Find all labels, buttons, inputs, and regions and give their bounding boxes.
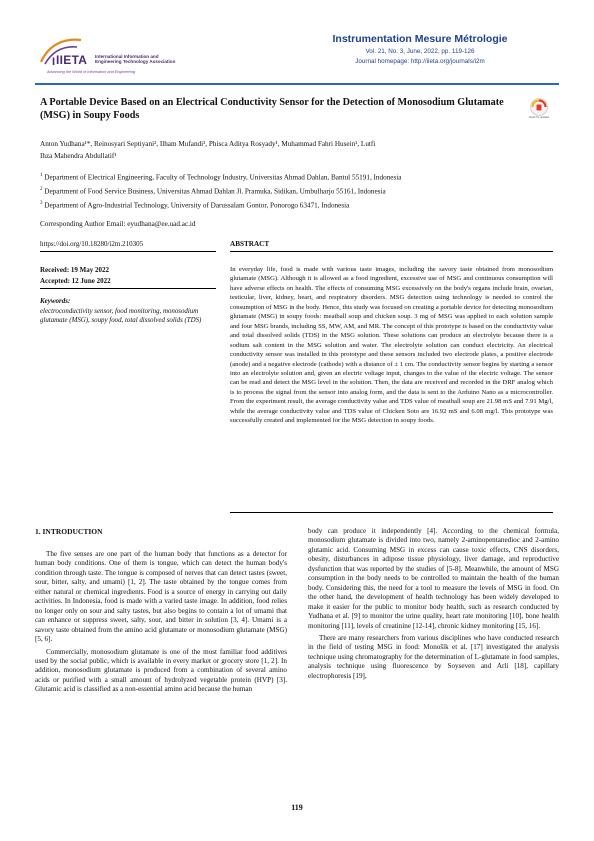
info-rule-top — [40, 251, 216, 252]
check-for-updates-badge[interactable] — [527, 97, 551, 121]
body-column-right — [308, 527, 559, 684]
accepted-date: Accepted: 12 June 2022 — [40, 277, 111, 285]
affiliation-text: Department of Food Service Business, Universitas Ahmad Dahlan Jl. Pramuka, Sidikan, Umbulharjo 55161, Indonesia — [44, 187, 386, 196]
affiliations — [40, 170, 560, 212]
info-rule-middle — [40, 288, 216, 289]
authors-line-2: Ihza Mahendra Abdullatif¹ — [40, 152, 117, 160]
affiliation-item — [40, 198, 560, 212]
logo-org-line2: Engineering Technology Association — [95, 59, 176, 64]
affiliation-item — [40, 170, 560, 184]
abstract-body: In everyday life, food is made with various taste images, including the savory taste obtained from monosodium glutamate (MSG). Although it is allowed as a food ingredient, excessive use of MSG and continuous consumption will have adverse effects on health. The effects of consuming MSG excessively on the body's organs include brain, ovarian, testicular, liver, kidney, heart, and respiratory disorders. MSG detection using technology is needed to control the consumption of MSG in the body. Hence, this study was focused on creating a portable device for detecting monosodium glutamate (MSG) in soupy foods: meatball soup and chicken soup. 3 mg of MSG was applied to each solution sample and four MSG brands, including SS, MW, AM, and MR. The concept of this prototype is based on the conductivity value and total dissolved solids (TDS) in the MSG solution. These solutions can produce an electrolyte because there is a sodium salt content in the MSG solution and water. The electrolyte solution can conduct electricity. An electrical conductivity sensor was installed in this prototype and these sensors included two electrode plates, a positive electrode (anode) and a negative electrode (cathode) with a distance of ± 1 cm. The conductivity sensor begins by starting a sensor into an electrolyte solution and, given an electric voltage input, changes to the value of the electric voltage. The sensor can be read and detect the MSG level in the solution. Then, the data are received and recorded in the DRF analog which is to process the signal from the sensor into analog form, and the data is sent to the Arduino Nano as a microcontroller. From the experiment result, the average conductivity value and TDS value of meatball soup are 21.98 mS and 7.91 Mg/l, while the average conductivity value and TDS value of Chicken Soto are 16.92 mS and 6.08 mg/l. This prototype was successfully created and implemented for the MSG detection in soupy foods. — [230, 266, 553, 425]
journal-info — [300, 33, 540, 65]
abstract-rule-bottom — [230, 512, 553, 513]
affiliation-item — [40, 184, 560, 198]
affiliation-text: Department of Electrical Engineering, Faculty of Technology Industry, Universitas Ahmad Dahlan, Bantul 55191, Indonesia — [44, 173, 402, 182]
body-column-left — [35, 527, 287, 698]
doi-link[interactable]: https://doi.org/10.18280/i2m.210305 — [40, 240, 144, 248]
journal-name: Instrumentation Mesure Métrologie — [332, 33, 508, 45]
publisher-logo — [35, 34, 185, 80]
journal-homepage-link[interactable]: Journal homepage: http://iieta.org/journals/i2m — [355, 58, 485, 65]
article-dates — [40, 265, 111, 287]
body-paragraph: body can produce it independently [4]. According to the chemical formula, monosodium glutamate is divided into two, namely 2-aminopentanedioc and 2-amino glutamic acid. Consuming MSG in excess can cause toxic effects, CNS disorders, obesity, disturbances in adipose tissue physiology, liver damage, and reproductive dysfunction that was reported by the studies of [5-8]. Meanwhile, the amount of MSG consumption in the body needs to be controlled to maintain the health of the human body. Considering this, the need for a tool to measure the levels of MSG in food. On the other hand, the development of health technology has been widely developed to make it easier for the public to monitor body health, such as research conducted by Yudhana et al. [9] to monitor the urine quality, heart rate monitoring [10], bone health monitoring [11], levels of creatinine [12-14], chronic kidney monitoring [15, 16]. — [308, 527, 559, 630]
received-date: Received: 19 May 2022 — [40, 266, 110, 274]
body-paragraph: Commercially, monosodium glutamate is one of the most familiar food additives used by the social public, which is available in every market or grocery store [1, 2]. In addition, monosodium glutamate is produced from a combination of several amino acids or purified with a small amount of hydrolyzed vegetable protein (HVP) [3]. Glutamic acid is classified as a non-essential amino acid because the human — [35, 647, 287, 694]
paper-title: A Portable Device Based on an Electrical Conductivity Sensor for the Detection of Monosodium Glutamate (MSG) in Soupy Foods — [40, 97, 504, 121]
affiliation-number: 1 — [40, 173, 43, 178]
affiliation-text: Department of Agro-Industrial Technology, University of Darussalam Gontor, Ponorogo 63471, Indonesia — [44, 201, 350, 210]
keywords-list: electroconductivity sensor, food monitoring, monosodium glutamate (MSG), soupy food, total dissolved solids (TDS) — [40, 308, 202, 325]
author-list — [40, 138, 540, 162]
body-paragraph: There are many researchers from various disciplines who have conducted research in the field of testing MSG in food: Monošík et al. [17] investigated the analysis technique using chromatography for the determination of L-glutamate in food samples, analysis technique using fluorescence by Soyseven and Arli [18], capillary electrophoresis [19], — [308, 633, 559, 680]
affiliation-number: 2 — [40, 186, 43, 192]
page-number: 119 — [291, 803, 303, 812]
affiliation-number: 3 — [40, 200, 43, 206]
authors-line-1: Anton Yudhana¹*, Reinosyari Septiyani², Ilham Mufandi³, Phisca Aditya Rosyady¹, Muhammad Fahri Husein¹, Lutfi — [40, 140, 376, 148]
corresponding-author[interactable]: Corresponding Author Email: eyudhana@ee.uad.ac.id — [40, 220, 196, 228]
logo-acronym: IIETA — [56, 53, 88, 67]
journal-volume: Vol. 21, No. 3, June, 2022, pp. 119-126 — [365, 48, 475, 55]
header-rule — [35, 83, 559, 85]
abstract-heading: ABSTRACT — [230, 240, 270, 248]
logo-org-line1: International Information and — [95, 54, 159, 59]
section-heading-introduction: 1. INTRODUCTION — [35, 527, 103, 536]
abstract-rule-top — [230, 251, 553, 252]
logo-tagline: Advancing the World of Information and Engineering — [47, 70, 136, 74]
body-paragraph: The five senses are one part of the human body that functions as a detector for human body conditions. One of them is tongue, which can detect the human body's condition through taste. The tongue is composed of nerves that can detect tastes (sweet, sour, bitter, salty, and umami) [1, 2]. The taste obtained by the tongue comes from either natural or chemical ingredients. Food is a source of energy in carrying out daily activities. In Indonesia, food is made with a varied taste image. In addition, food relies no longer only on sour and salty tastes, but also begins to contain a lot of umami that can enhance or suppress sweet, salty, sour, and bitter in solution [3, 4]. Umami is a savory taste obtained from the amino acid glutamate or monosodium glutamate (MSG) [5, 6]. — [35, 550, 287, 644]
keywords-heading: Keywords: — [40, 297, 71, 305]
svg-text:I: I — [52, 56, 56, 68]
badge-text: check for updates — [528, 116, 550, 119]
